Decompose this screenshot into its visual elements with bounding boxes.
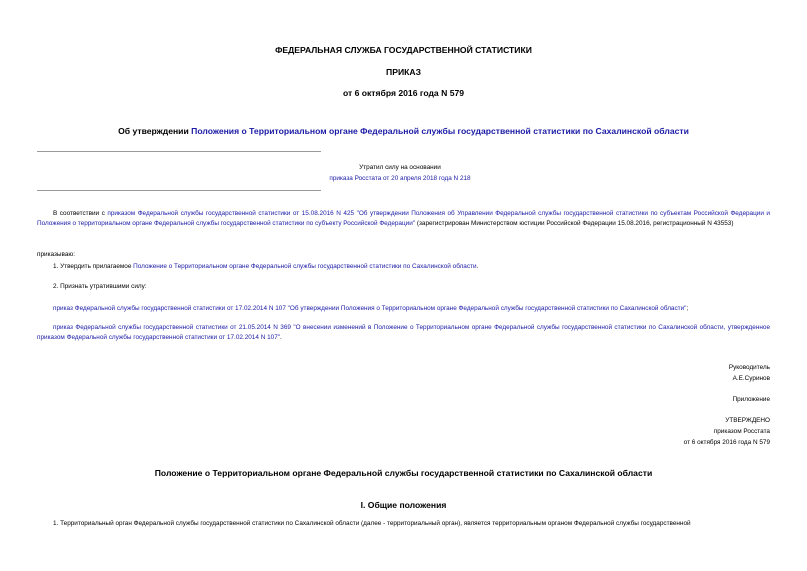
signature-name: А.Е.Суринов — [732, 375, 770, 382]
approved-by: приказом Росстата — [713, 428, 770, 435]
preamble-text-2: (зарегистрирован Министерством юстиции Российской Федерации 15.08.2016, регистрационный N 43553) — [415, 220, 734, 227]
divider-top — [37, 151, 321, 152]
preamble-paragraph — [37, 209, 770, 229]
item-1 — [53, 262, 478, 272]
order-word: приказываю: — [37, 251, 75, 258]
approved-date: от 6 октября 2016 года N 579 — [683, 439, 770, 446]
doc-type-heading: ПРИКАЗ — [386, 67, 421, 77]
signature-role: Руководитель — [728, 364, 770, 371]
repealed-item-2 — [37, 323, 770, 343]
doc-title-link[interactable]: Положения о Территориальном органе Федеральной службы государственной статистики по Сахалинской области — [191, 126, 689, 136]
preamble-text-1: В соответствии с — [53, 210, 108, 217]
regulation-title: Положение о Территориальном органе Федеральной службы государственной статистики по Сахалинской области — [154, 468, 653, 478]
section-heading: I. Общие положения — [360, 500, 447, 510]
preamble-link[interactable]: приказом Федеральной службы государственной статистики от 15.08.2016 N 425 "Об утверждении Положения об Управлении Федеральной службы государственной статистики по субъектам Российской Федерации и Положения о территориальном органе Федеральной службы государственной статистики по субъекту Российской Федерации" — [37, 210, 770, 227]
approved-label: УТВЕРЖДЕНО — [725, 417, 770, 424]
appendix-label: Приложение — [732, 396, 770, 403]
divider-bottom — [37, 190, 321, 191]
item-2: 2. Признать утратившими силу: — [53, 283, 147, 290]
repealed-link-1[interactable]: приказ Федеральной службы государственной статистики от 17.02.2014 N 107 "Об утверждении Положения о Территориальном органе Федеральной службы государственной статистики по Сахалинской области" — [53, 305, 687, 312]
regulation-paragraph-1: 1. Территориальный орган Федеральной службы государственной статистики по Сахалинской области (далее - территориальный орган), является территориальным органом Федеральной службы государственной — [53, 520, 691, 527]
item-1-prefix: 1. Утвердить прилагаемое — [53, 263, 134, 270]
repealed-link-2[interactable]: приказ Федеральной службы государственной статистики от 21.05.2014 N 369 "О внесении изменений в Положение о Территориальном органе Федеральной службы государственной статистики по Сахалинской области, утвержденное приказом Федеральной службы государственной статистики от 17.02.2014 N 107" — [37, 324, 770, 341]
repealed-item-1 — [53, 304, 770, 314]
item-1-link[interactable]: Положение о Территориальном органе Федеральной службы государственной статистики по Сахалинской области — [133, 263, 477, 270]
doc-title-prefix: Об утверждении — [118, 126, 192, 136]
repealed-suffix-2: . — [280, 334, 282, 341]
doc-title — [0, 126, 807, 136]
agency-heading: ФЕДЕРАЛЬНАЯ СЛУЖБА ГОСУДАРСТВЕННОЙ СТАТИСТИКИ — [275, 45, 532, 55]
status-line: Утратил силу на основании — [359, 164, 441, 171]
status-link[interactable]: приказа Росстата от 20 апреля 2018 года N 218 — [329, 175, 471, 182]
item-1-suffix: . — [476, 263, 479, 270]
doc-date-number: от 6 октября 2016 года N 579 — [342, 88, 465, 98]
repealed-suffix-1: ; — [686, 305, 689, 312]
